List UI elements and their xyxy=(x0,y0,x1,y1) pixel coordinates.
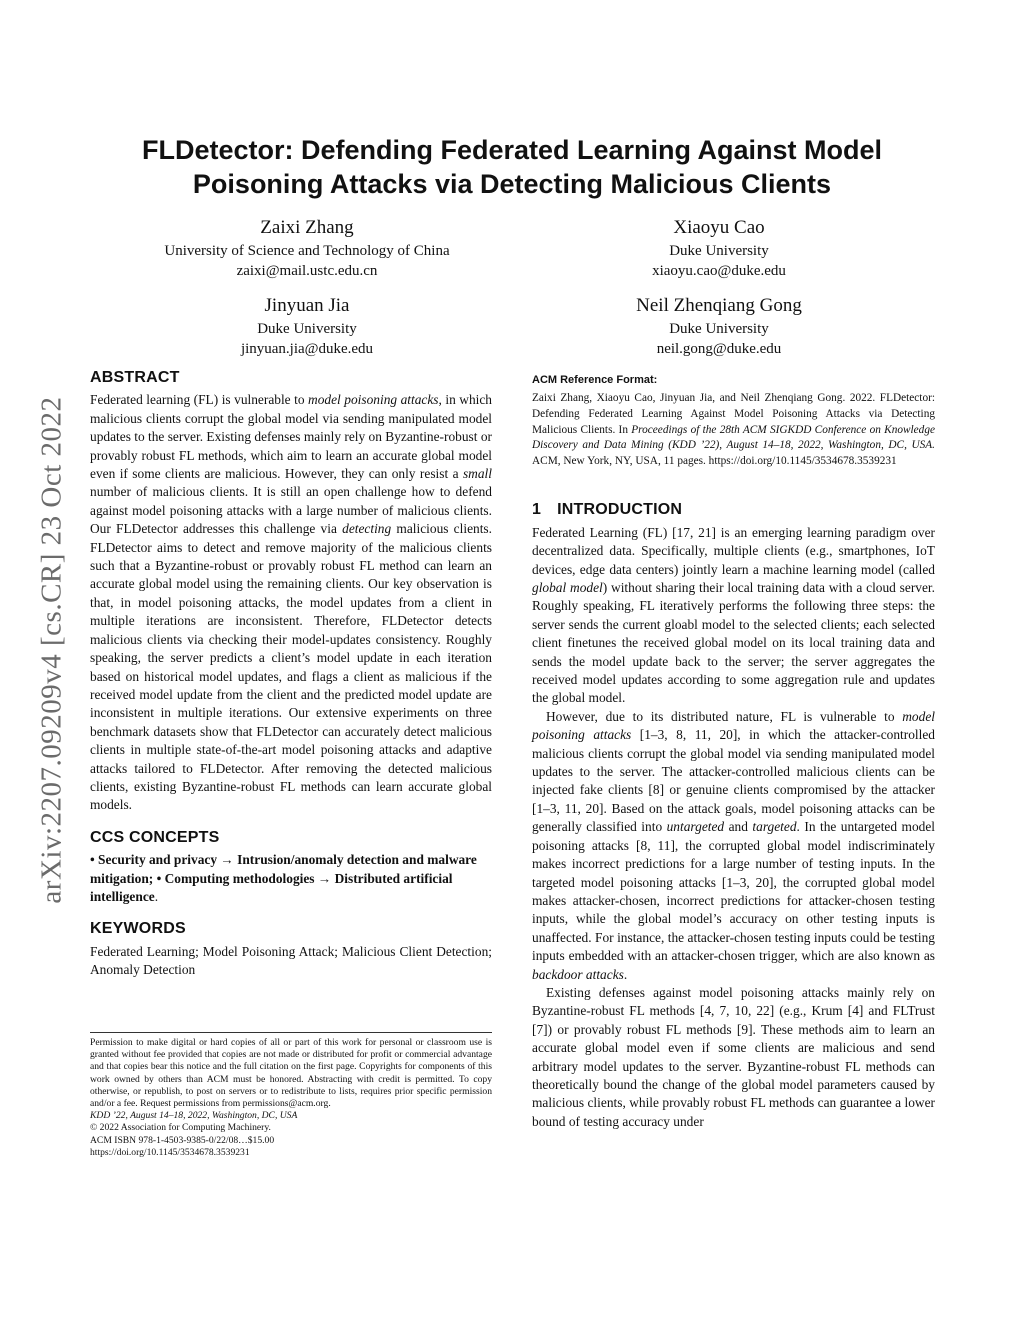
doi-line: https://doi.org/10.1145/3534678.3539231 xyxy=(90,1146,250,1158)
keywords-heading: KEYWORDS xyxy=(90,920,186,938)
section-title: INTRODUCTION xyxy=(557,501,683,519)
author-block xyxy=(509,294,929,359)
paper-title xyxy=(100,133,924,201)
author-block xyxy=(97,216,517,281)
abstract-text: Federated learning (FL) is vulnerable to model poisoning attacks, in which malicious clients corrupt the global model via sending manipulated model updates to the server. Existing defenses mainly rely on Byzantine-robust or provably robust FL methods, which aim to learn an accurate global model even if some clients are malicious. However, they can only resist a small number of malicious clients. It is still an open challenge how to defend against model poisoning attacks with a large number of malicious clients. Our FLDetector addresses this challenge via detecting malicious clients. FLDetector aims to detect and remove majority of the malicious clients such that a Byzantine-robust or provably robust FL method can learn an accurate global model using the remaining clients. Our key observation is that, in model poisoning attacks, the model updates from a client in multiple iterations are inconsistent. Therefore, FLDetector detects malicious clients via checking their model-updates consistency. Roughly speaking, the server predicts a client’s model update in each iteration based on historical model updates, and flags a client as malicious if the received model update from the client and the predicted model update are inconsistent in multiple iterations. Our extensive experiments on three benchmark datasets show that FLDetector can accurately detect malicious clients in multiple state-of-the-art model poisoning attacks and adaptive attacks tailored to FLDetector. After removing the detected malicious clients, existing Byzantine-robust FL methods can learn accurate global models. xyxy=(90,392,492,813)
permission-notice: Permission to make digital or hard copies of all or part of this work for personal or classroom use is granted without fee provided that copies are not made or distributed for profit or commercial advantage and that copies bear this notice and the full citation on the first page. Copyrights for components of this work owned by others than ACM must be honored. Abstracting with credit is permitted. To copy otherwise, or republish, to post on servers or to redistribute to lists, requires prior specific permission and/or a fee. Request permissions from permissions@acm.org. xyxy=(90,1037,492,1110)
isbn-line: ACM ISBN 978-1-4503-9385-0/22/08…$15.00 xyxy=(90,1134,275,1146)
intro-paragraph-3: Existing defenses against model poisoning attacks mainly rely on Byzantine-robust FL methods [4, 7, 10, 22] (e.g., Krum [4] and FLTrust [7]) or provably robust FL methods [9]. These methods aim to learn an accurate global model even if some clients are malicious and send arbitrary model updates to the server. Byzantine-robust FL methods can theoretically bound the change of the global model parameters caused by malicious clients, while provably robust FL methods can guarantee a lower bound of testing accuracy under xyxy=(532,984,935,1129)
author-affiliation: University of Science and Technology of China xyxy=(164,243,450,259)
copyright-line: © 2022 Association for Computing Machinery. xyxy=(90,1122,271,1134)
introduction-heading xyxy=(532,501,935,519)
left-column xyxy=(90,369,492,980)
author-name: Neil Zhenqiang Gong xyxy=(636,295,802,316)
author-email: neil.gong@duke.edu xyxy=(656,341,782,357)
author-block xyxy=(509,216,929,281)
author-name: Zaixi Zhang xyxy=(260,217,354,238)
intro-paragraph-1: Federated Learning (FL) [17, 21] is an emerging learning paradigm over decentralized data. Specifically, multiple clients (e.g., smartphones, IoT devices, edge data centers) jointly learn a machine learning model (called global model) without sharing their local training data with a cloud server. Roughly speaking, FL iteratively performs the following three steps: the server sends the current gloabl model to the selected clients; each selected client finetunes the received global model on its local training data and sends the model update back to the server; the server aggregates the received model updates according to some aggregation rule and updates the global model. xyxy=(532,524,936,706)
arxiv-identifier: arXiv:2207.09209v4 [cs.CR] 23 Oct 2022 xyxy=(35,396,68,904)
section-number: 1 xyxy=(532,501,542,519)
ccs-text: • Security and privacy → Intrusion/anomaly detection and malware mitigation; • Computing methodologies → Distributed artificial intelligence. xyxy=(90,852,477,904)
author-block xyxy=(97,294,517,359)
author-affiliation: Duke University xyxy=(669,321,769,337)
copyright-footnote xyxy=(90,1032,492,1159)
author-name: Jinyuan Jia xyxy=(264,295,350,316)
venue-line: KDD ’22, August 14–18, 2022, Washington, DC, USA xyxy=(90,1110,298,1122)
right-column xyxy=(532,371,935,1131)
acm-reference-text: Zaixi Zhang, Xiaoyu Cao, Jinyuan Jia, and Neil Zhenqiang Gong. 2022. FLDetector: Defending Federated Learning Against Model Poisoning Attacks via Detecting Malicious Clients. In Proceedings of the 28th ACM SIGKDD Conference on Knowledge Discovery and Data Mining (KDD ’22), August 14–18, 2022, Washington, DC, USA. ACM, New York, NY, USA, 11 pages. https://doi.org/10.1145/3534678.3539231 xyxy=(532,392,935,467)
ccs-heading: CCS CONCEPTS xyxy=(90,828,220,846)
author-affiliation: Duke University xyxy=(257,321,357,337)
title-line-1: FLDetector: Defending Federated Learning Against Model xyxy=(141,135,883,165)
abstract-heading: ABSTRACT xyxy=(90,369,180,386)
intro-paragraph-2: However, due to its distributed nature, FL is vulnerable to model poisoning attacks [1–3, 8, 11, 20], in which the attacker-controlled malicious clients corrupt the global model via sending manipulated model updates to the server. The attacker-controlled malicious clients can be injected fake clients [8] or genuine clients compromised by the attacker [1–3, 11, 20]. Based on the attack goals, model poisoning attacks can be generally classified into untargeted and targeted. In the untargeted model poisoning attacks [8, 11], the corrupted global model indiscriminately makes incorrect predictions for a large number of testing inputs. In the targeted model poisoning attacks [1–3, 20], the corrupted global model makes attacker-chosen, incorrect predictions for attacker-chosen testing inputs, while the global model’s accuracy on other testing inputs is unaffected. For instance, the attacker-chosen testing inputs could be testing inputs embedded with an attacker-chosen trigger, which are also known as backdoor attacks. xyxy=(532,708,935,982)
author-name: Xiaoyu Cao xyxy=(673,217,765,238)
author-email: zaixi@mail.ustc.edu.cn xyxy=(236,263,378,279)
author-email: jinyuan.jia@duke.edu xyxy=(240,341,374,357)
keywords-text: Federated Learning; Model Poisoning Attack; Malicious Client Detection; Anomaly Detection xyxy=(90,943,492,978)
author-affiliation: Duke University xyxy=(669,243,769,259)
acm-reference-heading: ACM Reference Format: xyxy=(532,374,658,386)
title-line-2: Poisoning Attacks via Detecting Malicious Clients xyxy=(192,169,832,199)
author-email: xiaoyu.cao@duke.edu xyxy=(652,263,786,279)
